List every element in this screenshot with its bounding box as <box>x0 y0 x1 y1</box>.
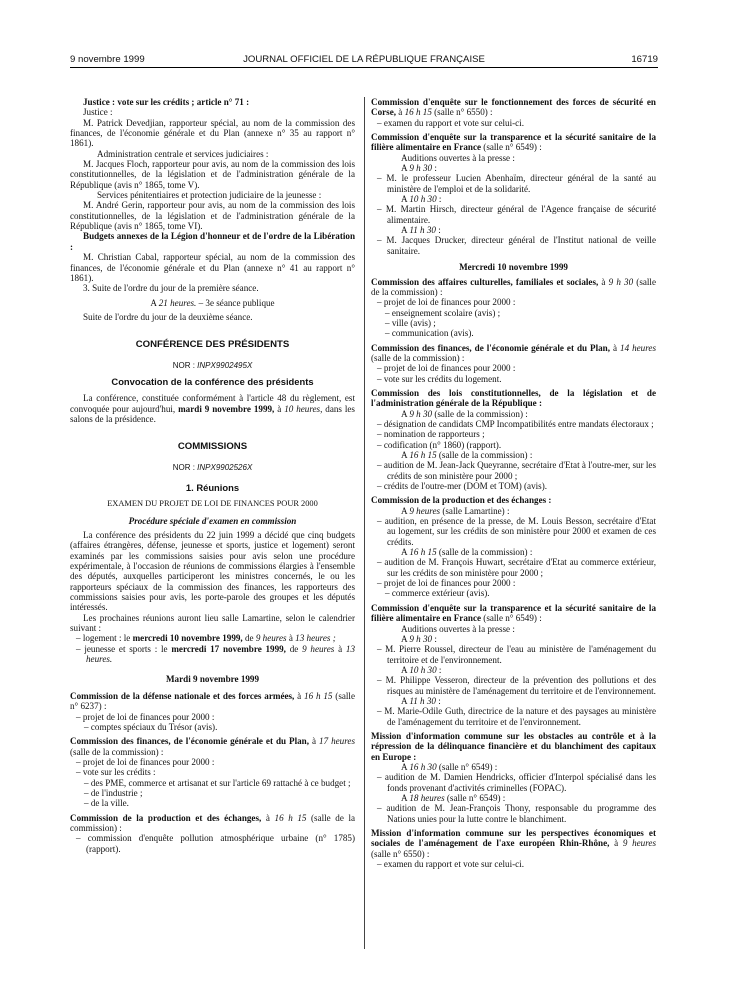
header-date: 9 novembre 1999 <box>70 54 145 65</box>
time-line: A 10 h 30 : <box>401 664 442 675</box>
day-heading: Mardi 9 novembre 1999 <box>165 674 260 685</box>
column-separator <box>364 97 365 949</box>
auditions-label: Auditions ouvertes à la presse : <box>401 623 515 634</box>
list-item: – projet de loi de finances pour 2000 : <box>377 297 516 308</box>
time-line: A 16 h 30 (salle n° 6549) : <box>401 761 498 772</box>
list-item: – commerce extérieur (avis). <box>385 588 490 599</box>
list-item: – nomination de rapporteurs ; <box>377 429 485 440</box>
justice-sub: Justice : <box>83 107 113 118</box>
list-item: – examen du rapport et vote sur celui-ci. <box>377 859 524 870</box>
commission-entry: Commission d'enquête sur le fonctionnement des forces de sécurité en Corse, à 16 h 15 (salle n° 6550) : <box>371 97 656 118</box>
time-line: A 11 h 30 : <box>401 695 441 706</box>
left-column <box>70 97 355 854</box>
commission-entry: Commission d'enquête sur la transparence et la sécurité sanitaire de la filière alimentaire en France (salle n° 6549) : <box>371 132 656 153</box>
auditions-label: Auditions ouvertes à la presse : <box>401 152 515 163</box>
list-item: – ville (avis) ; <box>385 317 436 328</box>
commission-entry: Commission des finances, de l'économie générale et du Plan, à 14 heures (salle de la commission) : <box>371 342 656 363</box>
legion-heading: Budgets annexes de la Légion d'honneur et de l'ordre de la Libération : <box>70 231 355 252</box>
time-line: A 9 h 30 : <box>401 633 437 644</box>
commission-entry: Commission des affaires culturelles, familiales et sociales, à 9 h 30 (salle de la commission) : <box>371 276 656 297</box>
time-line: A 9 h 30 (salle de la commission) : <box>401 408 528 419</box>
paragraph: La conférence des présidents du 22 juin 1999 a décidé que cinq budgets (affaires étrangères, défense, jeunesse et sports, justice et logement) seront examinés par les commissions saisies pour avis selon une procédure expérimentale, à l'occasion de réunions de commissions élargies à l'ensemble des députés, auxquelles participeront les ministres concernés, le ou les rapporteurs spéciaux de la commission des finances, les rapporteurs des commissions saisies pour avis, les porte-parole des groupes et les députés intéressés. <box>70 530 355 613</box>
day-heading: Mercredi 10 novembre 1999 <box>459 262 568 273</box>
examen-title: EXAMEN DU PROJET DE LOI DE FINANCES POUR 2000 <box>107 499 318 509</box>
page-header <box>70 54 658 68</box>
list-item: – codification (n° 1860) (rapport). <box>377 439 502 450</box>
list-item: – de la ville. <box>84 798 129 809</box>
header-journal-title: JOURNAL OFFICIEL DE LA RÉPUBLIQUE FRANÇAISE <box>243 54 485 65</box>
list-item: – M. Jacques Drucker, directeur général de l'Institut national de veille sanitaire. <box>377 235 656 256</box>
commission-heading: Commission des lois constitutionnelles, de la législation et de l'administration générale de la République : <box>371 387 656 409</box>
time-line: A 10 h 30 : <box>401 194 442 205</box>
list-item: – des PME, commerce et artisanat et sur l'article 69 rattaché à ce budget ; <box>84 777 351 788</box>
nor-reference: NOR : INPX9902495X <box>172 360 253 370</box>
list-item: – projet de loi de finances pour 2000 : <box>377 578 516 589</box>
subheading: Administration centrale et services judiciaires : <box>97 148 269 159</box>
list-item: – audition de M. Jean-François Thony, responsable du programme des Nations unies pour la lutte contre le blanchiment. <box>377 803 656 824</box>
commission-entry: Commission de la défense nationale et des forces armées, à 16 h 15 (salle n° 6237) : <box>70 690 355 712</box>
time-line: A 11 h 30 : <box>401 225 441 236</box>
paragraph: M. Christian Cabal, rapporteur spécial, au nom de la commission des finances, de l'économie générale et du Plan (annexe n° 41 au rapport n° 1861). <box>70 252 355 283</box>
right-column <box>371 97 656 869</box>
seance-line: A 21 heures. – 3e séance publique <box>150 297 275 308</box>
list-item: – communication (avis). <box>385 328 474 339</box>
list-item: – enseignement scolaire (avis) ; <box>385 307 501 318</box>
paragraph: M. Patrick Devedjian, rapporteur spécial, au nom de la commission des finances, de l'économie générale et du Plan (annexe n° 35 au rapport n° 1861). <box>70 117 355 149</box>
section-title-conference: CONFÉRENCE DES PRÉSIDENTS <box>135 339 290 351</box>
paragraph: 3. Suite de l'ordre du jour de la première séance. <box>83 283 259 294</box>
list-item: – vote sur les crédits du logement. <box>377 373 502 384</box>
reunions-title: 1. Réunions <box>185 481 240 493</box>
list-item: – comptes spéciaux du Trésor (avis). <box>84 721 218 732</box>
list-item: – projet de loi de finances pour 2000 : <box>377 363 516 374</box>
list-item: – projet de loi de finances pour 2000 : <box>76 756 215 767</box>
list-item: – désignation de candidats CMP Incompatibilités entre mandats électoraux ; <box>377 418 654 429</box>
list-item: – de l'industrie ; <box>84 787 143 798</box>
mission-entry: Mission d'information commune sur les perspectives économiques et sociales de l'aménagement de l'axe européen Rhin-Rhône, à 9 heures (salle n° 6550) : <box>371 828 656 859</box>
justice-heading: Justice : vote sur les crédits ; article n° 71 : <box>83 97 250 107</box>
calendar-item: – jeunesse et sports : le mercredi 17 novembre 1999, de 9 heures à 13 heures. <box>76 643 355 665</box>
paragraph: Suite de l'ordre du jour de la deuxième séance. <box>83 311 253 322</box>
list-item: – audition, en présence de la presse, de M. Louis Besson, secrétaire d'Etat au logement, sur les crédits de son ministère pour 2000 et examen de ces crédits. <box>377 516 656 547</box>
commission-entry: Commission des finances, de l'économie générale et du Plan, à 17 heures (salle de la commission) : <box>70 736 355 757</box>
time-line: A 18 heures (salle n° 6549) : <box>401 793 506 803</box>
paragraph: La conférence, constituée conformément à l'article 48 du règlement, est convoquée pour aujourd'hui, mardi 9 novembre 1999, à 10 heures, dans les salons de la présidence. <box>70 393 355 424</box>
subheading: Services pénitentiaires et protection judiciaire de la jeunesse : <box>97 190 322 201</box>
list-item: – crédits de l'outre-mer (DOM et TOM) (avis). <box>377 481 548 492</box>
header-page-number: 16719 <box>631 54 658 65</box>
commission-heading: Commission de la production et des échanges : <box>371 495 552 506</box>
list-item: – commission d'enquête pollution atmosphérique urbaine (n° 1785) (rapport). <box>76 833 355 854</box>
section-title-commissions: COMMISSIONS <box>177 441 248 453</box>
list-item: – audition de M. François Huwart, secrétaire d'Etat au commerce extérieur, sur les crédits de son ministère pour 2000 ; <box>377 557 656 578</box>
list-item: – M. le professeur Lucien Abenhaïm, directeur général de la santé au ministère de l'emploi et de la solidarité. <box>377 173 656 194</box>
commission-entry: Commission de la production et des échanges, à 16 h 15 (salle de la commission) : <box>70 812 356 833</box>
list-item: – vote sur les crédits : <box>76 767 156 778</box>
time-line: A 16 h 15 (salle de la commission) : <box>401 547 533 558</box>
commission-entry: Commission d'enquête sur la transparence et la sécurité sanitaire de la filière alimentaire en France (salle n° 6549) : <box>371 602 656 624</box>
procedure-title: Procédure spéciale d'examen en commission <box>128 515 297 526</box>
list-item: – M. Marie-Odile Guth, directrice de la nature et des paysages au ministère de l'aménagement du territoire et de l'environnement. <box>377 706 656 727</box>
calendar-item: – logement : le mercredi 10 novembre 1999, de 9 heures à 13 heures ; <box>76 633 336 644</box>
list-item: – M. Philippe Vesseron, directeur de la prévention des pollutions et des risques au ministère de l'aménagement du territoire et de l'environnement. <box>377 675 656 696</box>
time-line: A 9 heures (salle Lamartine) : <box>401 505 510 516</box>
time-line: A 16 h 15 (salle de la commission) : <box>401 450 533 460</box>
paragraph: M. Jacques Floch, rapporteur pour avis, au nom de la commission des lois constitutionnelles, de la législation et de l'administration générale de la République (avis n° 1865, tome V). <box>70 159 355 190</box>
list-item: – M. Martin Hirsch, directeur général de l'Agence française de sécurité alimentaire. <box>377 204 656 225</box>
paragraph: M. André Gerin, rapporteur pour avis, au nom de la commission des lois constitutionnelles, de la législation et de l'administration générale de la République (avis n° 1865, tome VI). <box>70 200 355 232</box>
list-item: – audition de M. Jean-Jack Queyranne, secrétaire d'Etat à l'outre-mer, sur les crédits de son ministère pour 2000 ; <box>377 460 656 481</box>
list-item: – M. Pierre Roussel, directeur de l'eau au ministère de l'aménagement du territoire et de l'environnement. <box>377 644 656 665</box>
mission-heading: Mission d'information commune sur les obstacles au contrôle et à la répression de la délinquance financière et du blanchiment des capitaux en Europe : <box>371 730 656 762</box>
paragraph: Les prochaines réunions auront lieu salle Lamartine, selon le calendrier suivant : <box>70 612 355 634</box>
list-item: – examen du rapport et vote sur celui-ci. <box>377 117 524 128</box>
nor-reference: NOR : INPX9902526X <box>172 462 253 472</box>
list-item: – projet de loi de finances pour 2000 : <box>76 711 215 722</box>
convocation-title: Convocation de la conférence des présidents <box>111 375 314 387</box>
time-line: A 9 h 30 : <box>401 163 437 174</box>
header-rule <box>70 67 658 68</box>
list-item: – audition de M. Damien Hendricks, officier d'Interpol spécialisé dans les fonds provenant d'activités criminelles (FOPAC). <box>377 772 656 793</box>
